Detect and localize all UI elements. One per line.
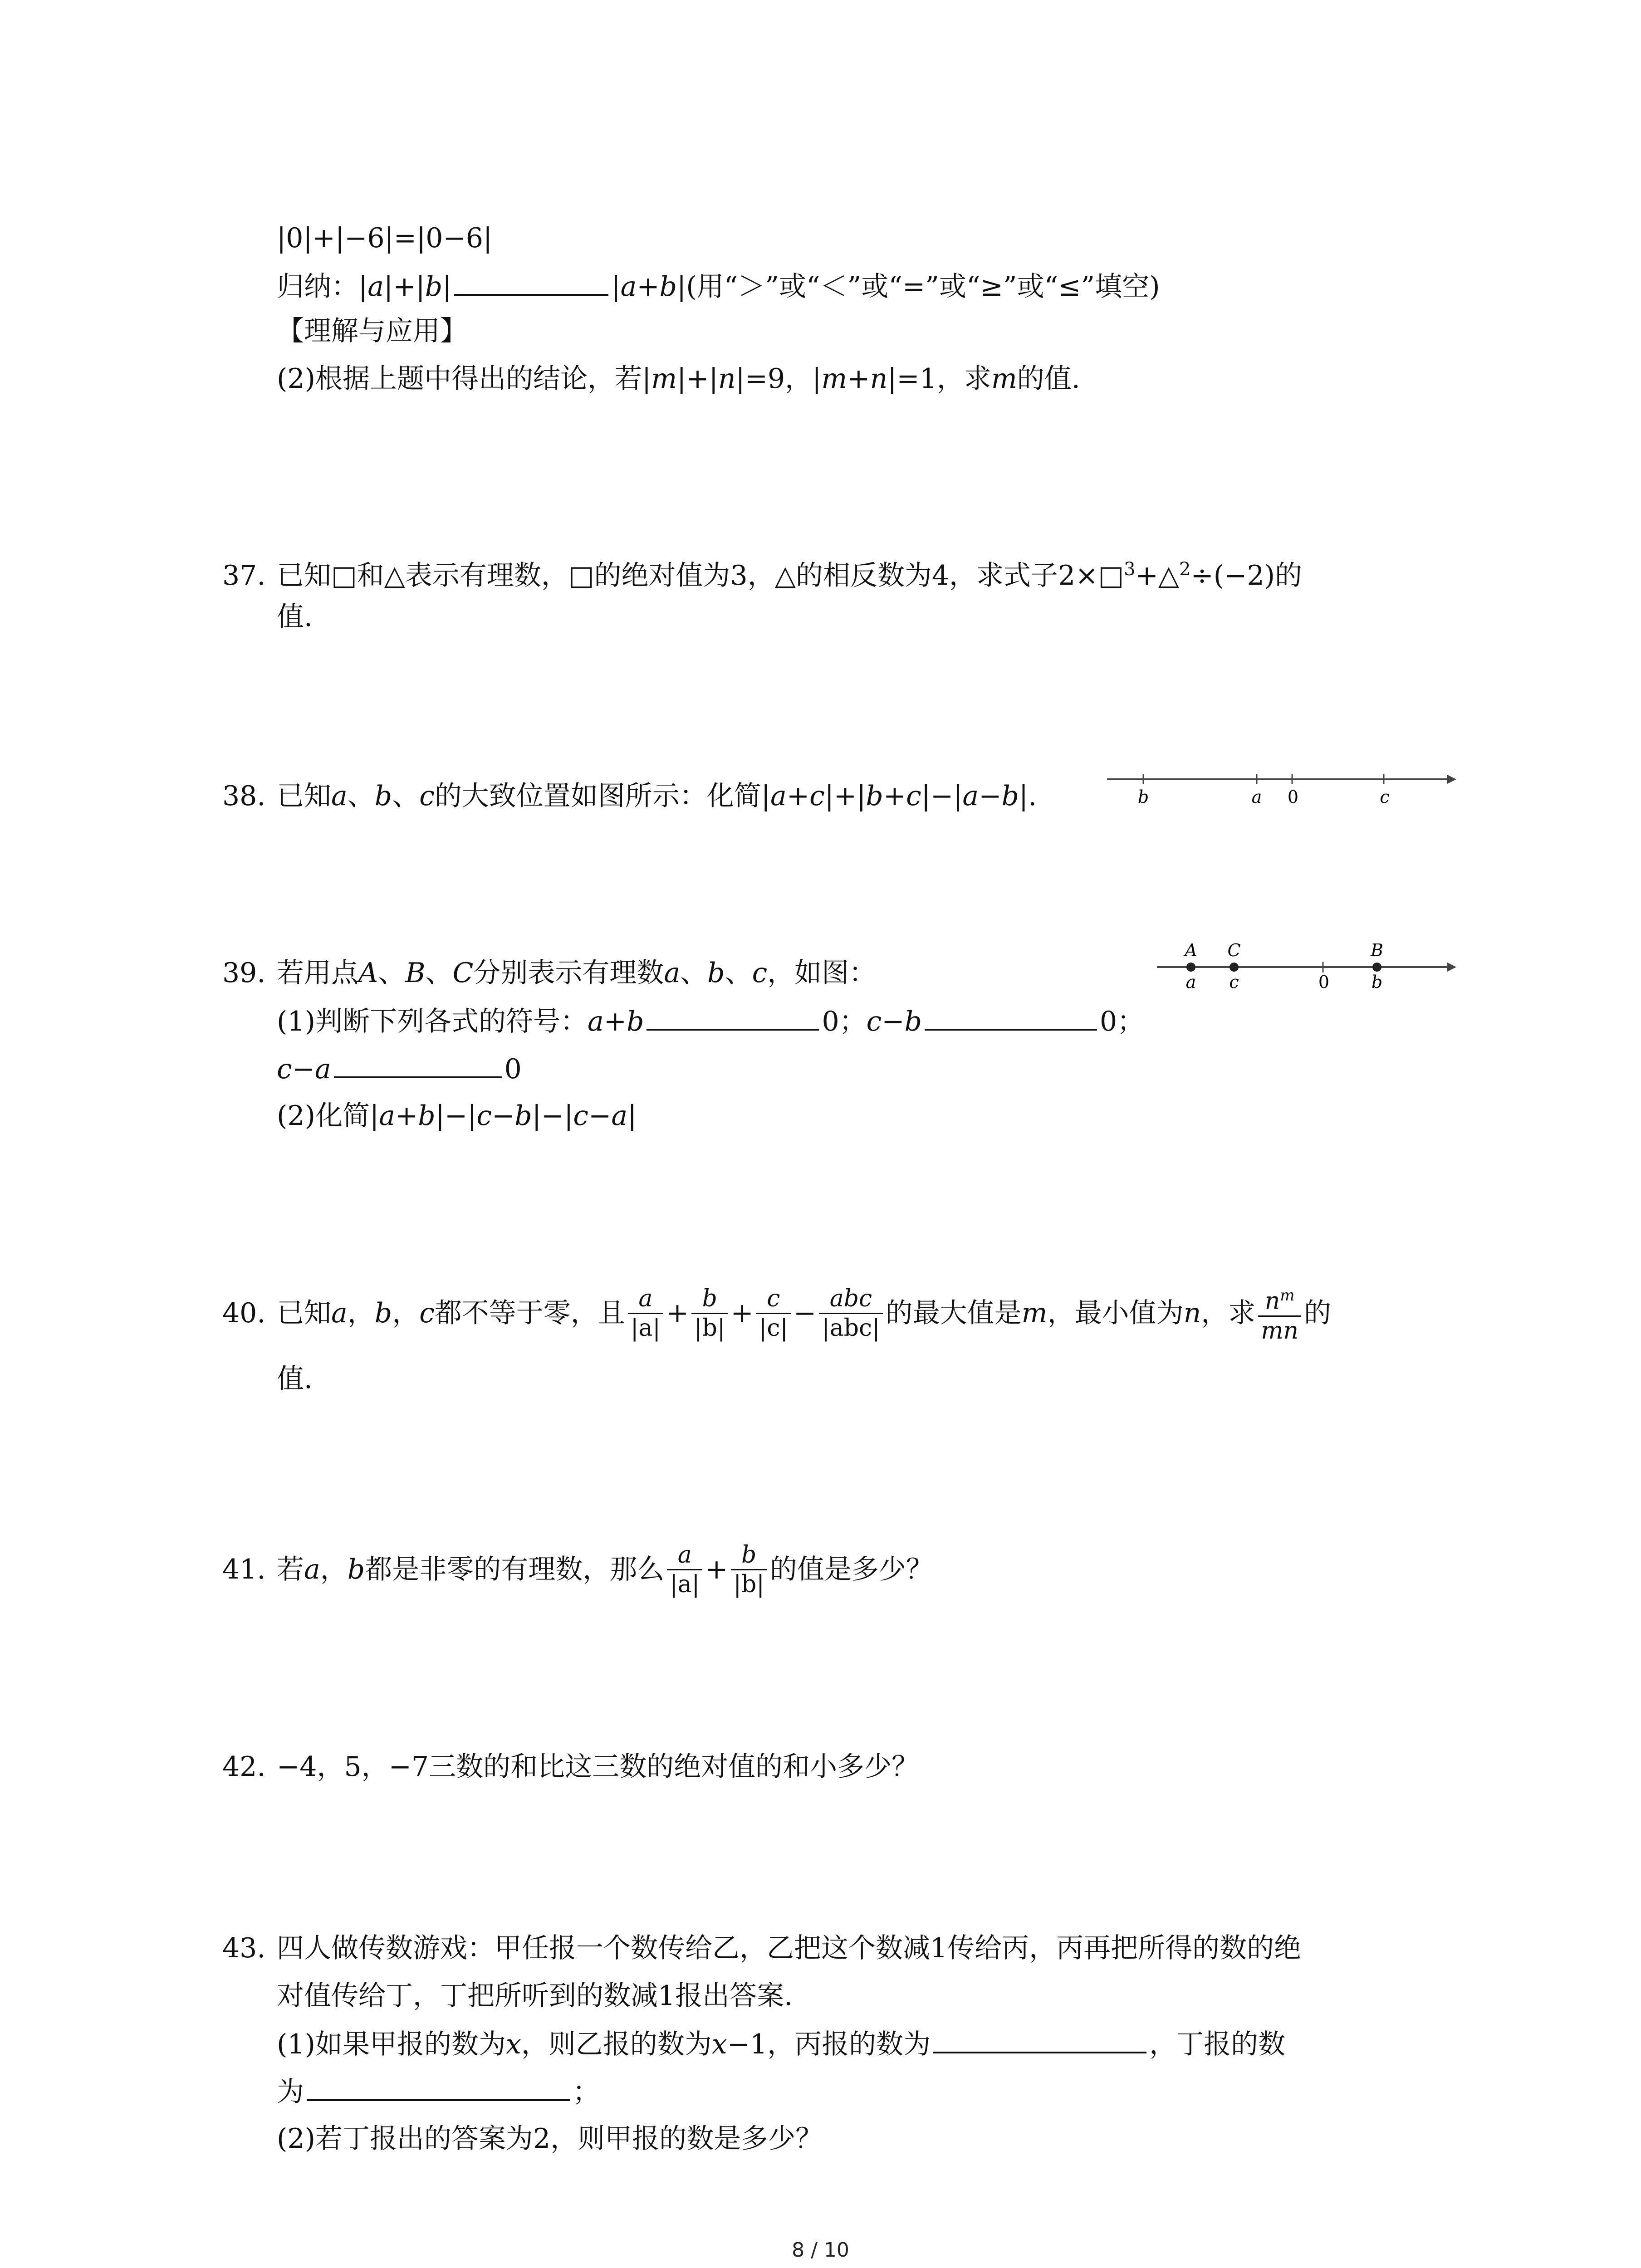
var-b: b	[425, 271, 443, 303]
var-a: a	[367, 271, 384, 303]
question-number: 41.	[222, 1554, 266, 1585]
answer-blank[interactable]	[454, 268, 608, 296]
var-c: c	[419, 1297, 435, 1329]
question-text: 都不等于零，且	[434, 1297, 625, 1329]
operator: +	[730, 1297, 754, 1329]
denominator: |a|	[628, 1313, 663, 1342]
denominator: |c|	[756, 1313, 791, 1342]
question-39-part1-cont	[277, 1050, 522, 1087]
section-heading-text: 【理解与应用】	[277, 315, 467, 347]
var-m: m	[991, 363, 1017, 395]
var-b: b	[904, 1006, 922, 1037]
separator: 、	[425, 957, 453, 989]
operator: |−|	[532, 1100, 573, 1132]
question-text: +△	[1135, 560, 1180, 591]
var-m: m	[651, 363, 677, 395]
question-text: 的大致位置如图所示：化简|	[434, 780, 771, 812]
fraction-a	[667, 1541, 702, 1598]
var-x: x	[506, 2028, 521, 2060]
var-c: c	[277, 1053, 292, 1085]
var-b: b	[374, 1297, 392, 1329]
question-text: ；	[573, 2076, 600, 2108]
fraction-n-pow-m	[1258, 1281, 1301, 1344]
question-number: 37.	[222, 560, 266, 591]
fraction-b	[691, 1285, 728, 1342]
separator: ，	[320, 1554, 348, 1585]
numerator: abc	[829, 1285, 872, 1312]
operator: +	[786, 780, 810, 812]
question-39	[222, 955, 876, 991]
var-a: a	[611, 1100, 628, 1132]
question-text: 的	[1304, 1297, 1332, 1329]
numerator: c	[767, 1285, 780, 1312]
fraction-b	[731, 1541, 767, 1598]
operator: |.	[1019, 780, 1037, 812]
operator: −	[292, 1053, 315, 1085]
question-text: 四人做传数游戏：甲任报一个数传给乙，乙把这个数减1传给丙，丙再把所得的数的绝	[277, 1932, 1302, 1964]
var-a: a	[770, 780, 787, 812]
operator: −	[492, 1100, 515, 1132]
fraction-c	[756, 1285, 791, 1342]
answer-blank[interactable]	[307, 2073, 570, 2101]
question-42	[222, 1749, 919, 1785]
denominator: |a|	[667, 1569, 702, 1598]
label-b: b	[1137, 787, 1149, 807]
question-40	[222, 1284, 1331, 1343]
var-b: b	[514, 1100, 532, 1132]
var-b: b	[707, 957, 725, 989]
number-line-38	[1107, 762, 1456, 812]
application-text: (2)根据上题中得出的结论，若|	[277, 363, 652, 395]
label-zero: 0	[1318, 972, 1330, 992]
question-text: 已知□和△表示有理数，□的绝对值为3，△的相反数为4，求式子2×□	[277, 560, 1124, 591]
var-a: a	[314, 1053, 331, 1085]
operator: −	[793, 1297, 817, 1329]
question-text: −1，丙报的数为	[727, 2028, 931, 2060]
line-abs-example	[277, 220, 492, 256]
label-B: B	[1371, 940, 1383, 960]
question-number: 39.	[222, 957, 266, 989]
question-text: 0；	[822, 1006, 867, 1037]
question-text: ÷(−2)的	[1190, 560, 1303, 591]
label-c: c	[1380, 787, 1390, 807]
question-text: ，如图：	[767, 957, 877, 989]
question-43-part2	[277, 2121, 823, 2157]
denominator: |b|	[691, 1313, 728, 1342]
section-heading	[277, 313, 467, 349]
numerator: b	[741, 1541, 757, 1569]
question-text: 0；	[1099, 1006, 1145, 1037]
question-text: (2)化简|	[277, 1100, 379, 1132]
question-text: 为	[277, 2076, 304, 2108]
var-c: c	[419, 780, 435, 812]
question-text: (2)若丁报出的答案为2，则甲报的数是多少？	[277, 2123, 823, 2155]
fraction-abc	[819, 1285, 882, 1342]
var-c: c	[752, 957, 768, 989]
question-text: (1)判断下列各式的符号：	[277, 1006, 588, 1037]
numerator	[1262, 1281, 1298, 1315]
question-text: −4，5，−7三数的和比这三数的绝对值的和小多少？	[277, 1751, 919, 1783]
label-c: c	[1229, 972, 1239, 992]
operator: |+|	[824, 780, 866, 812]
point-c-dot	[1230, 963, 1239, 972]
question-text: 对值传给丁，丁把所听到的数减1报出答案.	[277, 1980, 793, 2012]
label-a: a	[1185, 972, 1196, 992]
question-text: 的值是多少？	[769, 1554, 933, 1585]
axis-arrow	[1447, 963, 1456, 972]
separator: 、	[378, 957, 406, 989]
var-b: b	[1001, 780, 1019, 812]
var-a: a	[304, 1554, 320, 1585]
fraction-a	[628, 1285, 663, 1342]
operator: +	[883, 780, 906, 812]
label-b: b	[1371, 972, 1383, 992]
numerator: b	[702, 1285, 717, 1312]
var-n: n	[1183, 1297, 1201, 1329]
separator: 、	[680, 957, 708, 989]
operator: −	[588, 1100, 612, 1132]
question-41	[222, 1540, 933, 1599]
var-c: c	[476, 1100, 492, 1132]
denominator: |b|	[731, 1569, 767, 1598]
summary-text: +	[637, 271, 660, 303]
line-application	[277, 361, 1080, 397]
application-text: |=1，求	[887, 363, 991, 395]
numerator: a	[677, 1541, 692, 1569]
application-text: +	[847, 363, 870, 395]
var-n: n	[1264, 1287, 1280, 1315]
question-39-part2	[277, 1098, 637, 1134]
question-text: 分别表示有理数	[473, 957, 664, 989]
label-a: a	[1251, 787, 1262, 807]
question-text: 已知	[277, 1297, 331, 1329]
question-text: (1)如果甲报的数为	[277, 2028, 506, 2060]
question-37-cont	[277, 599, 313, 635]
var-b: b	[627, 1006, 644, 1037]
point-A: A	[358, 957, 378, 989]
var-c: c	[866, 1006, 882, 1037]
question-text: 的最大值是	[885, 1297, 1022, 1329]
question-43-part1	[277, 2025, 1285, 2063]
summary-label: 归纳：|	[277, 271, 368, 303]
question-text: 都是非零的有理数，那么	[365, 1554, 665, 1585]
question-text: 若	[277, 1554, 304, 1585]
operator: +	[666, 1297, 689, 1329]
question-number: 43.	[222, 1932, 266, 1964]
question-text: 已知	[277, 780, 331, 812]
var-c: c	[573, 1100, 589, 1132]
summary-text: |(用“＞”或“＜”或“=”或“≥”或“≤”填空)	[677, 271, 1160, 303]
question-37	[222, 551, 1302, 594]
question-text: ，求	[1201, 1297, 1256, 1329]
question-43-cont	[277, 1978, 793, 2014]
numerator: a	[638, 1285, 653, 1312]
operator: |−|	[435, 1100, 477, 1132]
question-number: 42.	[222, 1751, 266, 1783]
point-b-dot	[1372, 963, 1381, 972]
superscript: 3	[1124, 559, 1136, 580]
question-40-cont	[277, 1361, 313, 1397]
var-a: a	[331, 780, 348, 812]
question-43	[222, 1930, 1301, 1966]
var-m: m	[821, 363, 847, 395]
separator: 、	[725, 957, 752, 989]
summary-text: |+|	[384, 271, 425, 303]
label-C: C	[1227, 940, 1241, 960]
axis-arrow	[1447, 775, 1456, 784]
answer-blank[interactable]	[334, 1050, 502, 1078]
var-b: b	[374, 780, 392, 812]
application-text: |+|	[677, 363, 718, 395]
separator: 、	[347, 780, 375, 812]
summary-text: |	[611, 271, 621, 303]
var-x: x	[711, 2028, 727, 2060]
var-n: n	[718, 363, 736, 395]
question-text: 值.	[277, 601, 313, 633]
operator: |	[627, 1100, 637, 1132]
label-A: A	[1185, 940, 1197, 960]
question-number: 40.	[222, 1297, 266, 1329]
operator: −	[979, 780, 1002, 812]
operator: |−|	[921, 780, 963, 812]
var-b: b	[866, 780, 883, 812]
var-b: b	[347, 1554, 365, 1585]
page-number: 8 / 10	[792, 2239, 849, 2262]
answer-blank[interactable]	[647, 1002, 819, 1031]
question-text: 0	[504, 1053, 522, 1085]
var-a: a	[379, 1100, 395, 1132]
label-zero: 0	[1287, 787, 1299, 807]
operator: +	[603, 1006, 627, 1037]
separator: 、	[392, 780, 420, 812]
question-text: ，则乙报的数为	[521, 2028, 712, 2060]
number-line-39	[1157, 939, 1456, 1002]
var-m: m	[1021, 1297, 1048, 1329]
summary-text: |	[442, 271, 452, 303]
var-a: a	[664, 957, 681, 989]
line-summary	[277, 268, 1160, 305]
var-c: c	[906, 780, 921, 812]
question-text: 值.	[277, 1363, 313, 1395]
point-B: B	[405, 957, 426, 989]
operator: −	[882, 1006, 905, 1037]
question-text: 若用点	[277, 957, 358, 989]
operator: +	[395, 1100, 418, 1132]
application-text: 的值.	[1017, 363, 1080, 395]
var-b: b	[659, 271, 677, 303]
question-text: ，最小值为	[1047, 1297, 1184, 1329]
var-b: b	[418, 1100, 436, 1132]
application-text: |=9，|	[735, 363, 822, 395]
question-39-part1	[277, 1002, 1144, 1040]
superscript: 2	[1179, 559, 1191, 580]
question-number: 38.	[222, 780, 266, 812]
exponent: m	[1280, 1286, 1295, 1305]
answer-blank[interactable]	[925, 1002, 1097, 1031]
operator: +	[705, 1554, 728, 1585]
var-a: a	[962, 780, 979, 812]
question-38	[222, 778, 1037, 814]
separator: ，	[347, 1297, 375, 1329]
answer-blank[interactable]	[933, 2025, 1146, 2053]
var-a: a	[331, 1297, 348, 1329]
separator: ，	[392, 1297, 420, 1329]
point-a-dot	[1186, 963, 1195, 972]
denominator: |abc|	[819, 1313, 882, 1342]
denominator: mn	[1258, 1315, 1301, 1345]
var-c: c	[809, 780, 825, 812]
point-C: C	[452, 957, 474, 989]
var-n: n	[870, 363, 888, 395]
abs-example-text: |0|+|−6|=|0−6|	[277, 222, 493, 254]
var-a: a	[620, 271, 637, 303]
var-a: a	[588, 1006, 604, 1037]
question-text: ，丁报的数	[1149, 2028, 1286, 2060]
question-43-part1-cont	[277, 2073, 600, 2110]
